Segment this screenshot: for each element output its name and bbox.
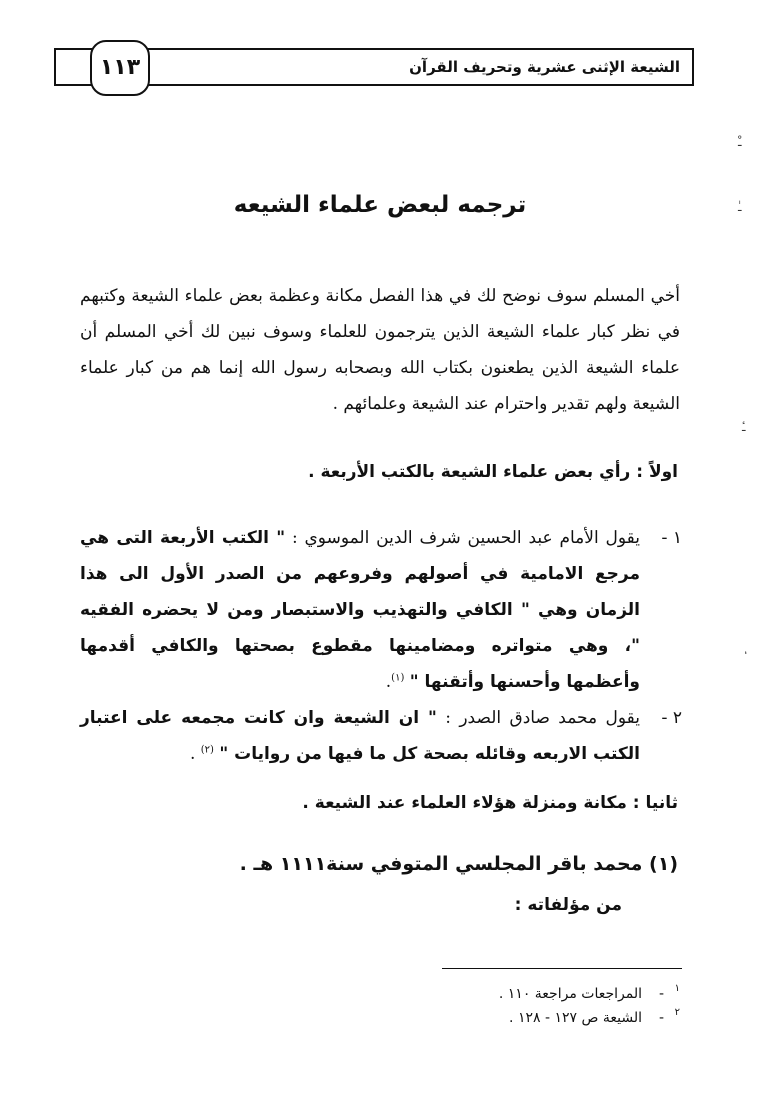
page-number-badge: ١١٣ <box>90 40 150 96</box>
margin-mark: ـٰ <box>738 200 742 214</box>
chapter-title: ترجمه لبعض علماء الشيعه <box>233 192 527 218</box>
footnote-text: الشيعة ص ١٢٧ - ١٢٨ . <box>509 1010 642 1026</box>
footnote-dash: - <box>658 1010 664 1026</box>
quote-item <box>80 520 682 700</box>
quote-speaker: يقول محمد صادق الصدر : <box>436 708 640 728</box>
footnote-ref[interactable]: (١) <box>391 672 405 684</box>
quote-speaker: يقول الأمام عبد الحسين شرف الدين الموسوي : <box>285 528 640 548</box>
margin-mark: ـٔ <box>742 420 746 434</box>
works-label: من مؤلفاته : <box>514 895 622 915</box>
margin-mark: ـْ <box>738 135 742 149</box>
quote-body: " ان الشيعة وان كانت مجمعه على اعتبار الكتب الاربعه وقائله بصحة كل ما فيها من روايات " <box>80 708 640 764</box>
quote-item <box>80 700 682 772</box>
header-title: الشيعة الإثنى عشرية وتحريف القرآن <box>409 58 680 76</box>
intro-paragraph: أخي المسلم سوف نوضح لك في هذا الفصل مكانة وعظمة بعض علماء الشيعة وكتبهم في نظر كبار علماء الشيعة الذين يترجمون للعلماء وسوف نبين لك أخي المسلم أن علماء الشيعة الذين يطعنون بكتاب الله وبصحابه رسول الله إنما هم من كبار علماء الشيعة ولهم تقدير واحترام عند الشيعة وعلمائهم . <box>80 286 680 414</box>
footnote-item <box>360 1006 680 1030</box>
footnote-divider <box>442 968 682 969</box>
quote-number: ١ - <box>661 528 682 548</box>
section-heading-status: ثانيا : مكانة ومنزلة هؤلاء العلماء عند الشيعة . <box>302 793 678 813</box>
section-heading-books: اولاً : رأي بعض علماء الشيعة بالكتب الأربعة . <box>308 462 678 482</box>
quote-text-block <box>80 520 640 700</box>
footnotes <box>360 982 680 1030</box>
footnote-number: ١ <box>674 983 680 994</box>
scholar-entry: (١) محمد باقر المجلسي المتوفي سنة١١١١ هـ . <box>239 853 678 875</box>
quote-text-block <box>80 700 640 772</box>
quote-number: ٢ - <box>661 708 682 728</box>
running-header <box>54 48 694 86</box>
quote-end: . <box>385 672 392 692</box>
footnote-ref[interactable]: (٢) <box>200 744 214 756</box>
quotes-list <box>80 520 682 772</box>
footnote-dash: - <box>658 986 664 1002</box>
footnote-text: المراجعات مراجعة ١١٠ . <box>498 986 642 1002</box>
quote-body: " الكتب الأربعة التى هي مرجع الامامية في أصولهم وفروعهم من الصدر الأول الى هذا الزمان وهي " الكافي والتهذيب والاستبصار ومن لا يحضره الفقيه "، وهي متواتره ومضامينها مقطوع بصحتها والكافي أقدمها وأعظمها وأحسنها وأتقنها " <box>80 528 640 692</box>
footnote-number: ٢ <box>674 1007 680 1018</box>
quote-end: . <box>189 744 196 764</box>
footnote-item <box>360 982 680 1006</box>
